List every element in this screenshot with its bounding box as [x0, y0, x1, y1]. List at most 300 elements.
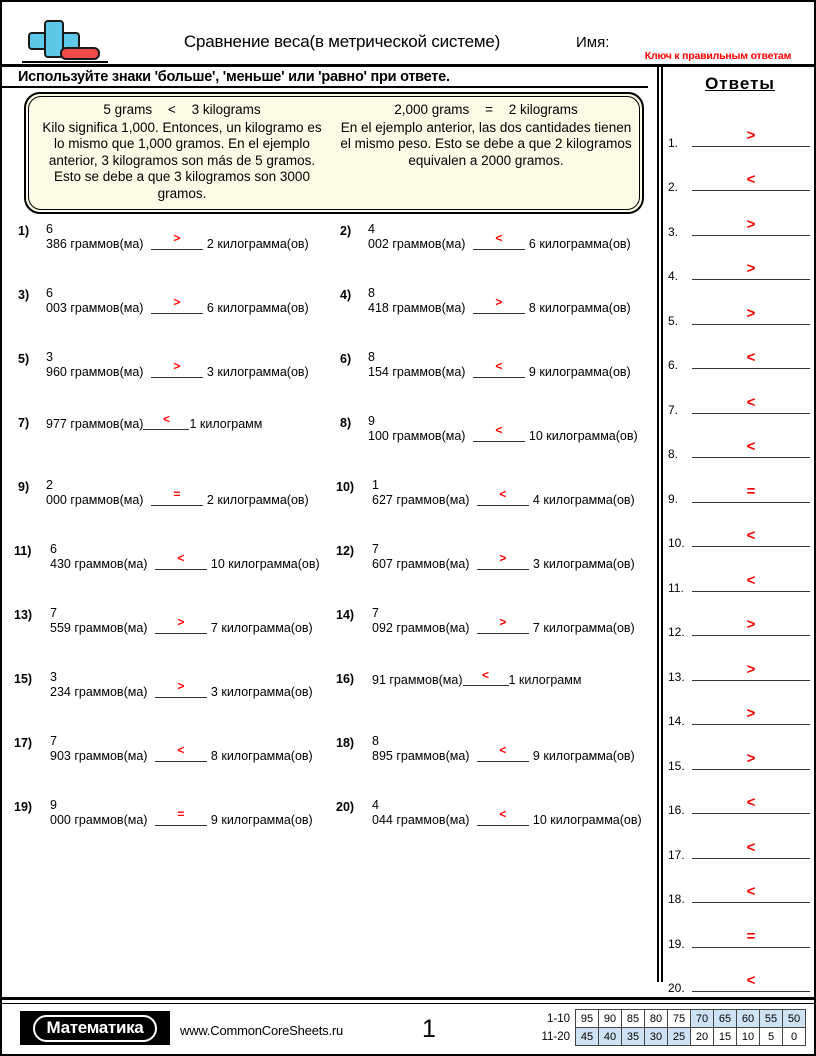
answer-blank[interactable] — [473, 423, 525, 442]
site-url: www.CommonCoreSheets.ru — [180, 1023, 344, 1038]
answer-blank[interactable] — [151, 487, 203, 506]
answer-mark: < — [495, 231, 503, 245]
answer-blank[interactable] — [477, 807, 529, 826]
score-cell: 80 — [645, 1010, 668, 1028]
score-cell: 40 — [599, 1028, 622, 1046]
answer-row — [666, 195, 814, 240]
problem-left-unit: 627 граммов(ма) — [372, 493, 473, 507]
problem-left-unit: 960 граммов(ма) — [46, 365, 147, 379]
answer-line[interactable] — [692, 234, 810, 236]
answer-value: > — [746, 705, 756, 722]
problem-value-line1: 4 — [372, 798, 379, 812]
answer-value: < — [746, 393, 756, 411]
problem-number: 4) — [340, 288, 352, 302]
answer-row — [666, 373, 814, 418]
answer-line[interactable] — [692, 946, 810, 948]
problem-left-unit: 100 граммов(ма) — [368, 429, 469, 443]
answer-blank[interactable] — [155, 807, 207, 826]
answer-value: > — [746, 215, 756, 233]
answer-value: < — [746, 794, 756, 811]
answer-blank[interactable] — [477, 615, 529, 634]
answer-row — [666, 507, 814, 552]
problem-row — [18, 350, 654, 414]
example-right-text: En el ejemplo anterior, las dos cantidades tienen el mismo peso. Esto se debe a que 2 kilogramos equivalen a 2000 gramos. — [340, 119, 632, 168]
problem-value-line1: 7 — [372, 606, 379, 620]
problem-body — [50, 606, 330, 636]
answer-number: 15. — [668, 758, 685, 773]
problem-value-line1: 8 — [368, 286, 375, 300]
answer-mark: > — [177, 615, 185, 629]
problem-left-unit: 418 граммов(ма) — [368, 301, 469, 315]
problem-right-value: 8 килограмма(ов) — [210, 749, 313, 763]
score-cell: 15 — [714, 1028, 737, 1046]
answer-mark: > — [173, 359, 181, 373]
answer-line[interactable] — [692, 189, 810, 191]
problem-value-line2 — [368, 359, 652, 380]
answer-blank[interactable] — [473, 295, 525, 314]
answer-mark: < — [162, 412, 170, 426]
problem-body — [368, 286, 652, 316]
answer-value: > — [746, 126, 756, 144]
instruction-divider — [2, 86, 648, 88]
score-cell: 70 — [691, 1010, 714, 1028]
problem-number: 19) — [14, 800, 33, 814]
problem-right-value: 8 килограмма(ов) — [528, 301, 631, 315]
answer-number: 14. — [668, 714, 685, 728]
answer-value: < — [746, 838, 756, 856]
answer-blank[interactable] — [151, 359, 203, 378]
answer-mark: < — [177, 743, 185, 757]
answer-number: 12. — [668, 625, 685, 639]
answer-line[interactable] — [692, 501, 810, 503]
answer-row — [666, 151, 814, 196]
answer-blank[interactable] — [155, 551, 207, 570]
problem-value-line2 — [46, 487, 330, 508]
example-left — [30, 98, 334, 208]
answer-number: 18. — [668, 892, 685, 906]
problem-value-line2 — [46, 231, 330, 252]
problem-number: 16) — [336, 672, 355, 686]
problem-row — [14, 542, 654, 606]
score-row-label: 11-20 — [541, 1030, 570, 1043]
problem-right-value: 7 килограмма(ов) — [532, 621, 635, 635]
answer-blank[interactable] — [155, 743, 207, 762]
answer-line[interactable] — [692, 679, 810, 681]
score-cell: 5 — [760, 1028, 783, 1046]
answer-number: 17. — [668, 847, 685, 862]
brand-label: Математика — [33, 1015, 158, 1042]
problem-right-value: 6 килограмма(ов) — [206, 301, 309, 315]
problem-value-line1: 2 — [46, 478, 53, 492]
answer-row — [666, 551, 814, 596]
answer-row — [666, 685, 814, 730]
problem-left-unit: 000 граммов(ма) — [46, 493, 147, 507]
answer-line[interactable] — [692, 412, 810, 414]
problem-body — [46, 478, 330, 508]
problem-body — [368, 350, 652, 380]
problem-body — [46, 414, 330, 432]
problem-body — [372, 670, 652, 688]
answer-number: 13. — [668, 669, 685, 684]
problem-right-value: 9 килограмма(ов) — [532, 749, 635, 763]
answer-value: < — [746, 883, 756, 900]
answer-row — [666, 329, 814, 374]
problem-right-value: 1 килограмм — [508, 673, 582, 687]
answer-blank[interactable] — [143, 412, 189, 430]
problem-body — [372, 798, 652, 828]
example-right-symbol: = — [485, 102, 493, 117]
score-cell: 25 — [668, 1028, 691, 1046]
answer-line[interactable] — [692, 367, 810, 369]
score-row — [532, 1028, 806, 1046]
score-cell: 45 — [576, 1028, 599, 1046]
answer-number: 8. — [668, 447, 679, 461]
answer-blank[interactable] — [151, 295, 203, 314]
score-cell: 10 — [737, 1028, 760, 1046]
problem-body — [372, 734, 652, 764]
answer-number: 7. — [668, 402, 679, 417]
answer-mark: < — [499, 487, 507, 501]
score-cell: 30 — [645, 1028, 668, 1046]
answer-number: 9. — [668, 491, 679, 506]
worksheet-header — [2, 2, 814, 64]
page-number: 1 — [422, 1015, 436, 1043]
answer-value: > — [746, 749, 756, 767]
problem-row — [18, 286, 654, 350]
answer-row — [666, 418, 814, 463]
problem-body — [46, 350, 330, 380]
problem-value-line1: 3 — [50, 670, 57, 684]
answer-number: 2. — [668, 180, 679, 194]
answer-row — [666, 907, 814, 952]
problem-grid — [14, 222, 654, 862]
answer-mark: < — [499, 807, 507, 821]
footer-divider — [2, 997, 814, 1000]
problem-body — [372, 606, 652, 636]
answer-number: 1. — [668, 135, 679, 150]
problem-value-line2 — [372, 807, 652, 828]
answer-value: = — [746, 482, 756, 500]
answer-key-badge: Ключ к правильным ответам — [644, 50, 792, 62]
problem-value-line2 — [372, 743, 652, 764]
problem-left-unit: 903 граммов(ма) — [50, 749, 151, 763]
score-cell: 65 — [714, 1010, 737, 1028]
problem-number: 2) — [340, 224, 352, 238]
score-cell: 0 — [783, 1028, 806, 1046]
problem-value-line2 — [46, 359, 330, 380]
example-left-b: 3 kilograms — [191, 102, 261, 117]
answer-row — [666, 240, 814, 285]
problem-value-line1: 3 — [46, 350, 53, 364]
answer-value: > — [746, 260, 756, 277]
answer-row — [666, 462, 814, 507]
problem-value-line1: 8 — [368, 350, 375, 364]
answer-row — [666, 952, 814, 997]
answers-sidebar — [666, 70, 814, 995]
problem-number: 3) — [18, 288, 30, 302]
problem-row — [14, 798, 654, 862]
answer-row — [666, 863, 814, 908]
problem-left-unit: 607 граммов(ма) — [372, 557, 473, 571]
score-cell: 35 — [622, 1028, 645, 1046]
score-cell: 55 — [760, 1010, 783, 1028]
sidebar-divider — [657, 67, 662, 982]
problem-number: 14) — [336, 608, 355, 622]
problem-value-line2 — [50, 743, 330, 764]
problem-value-line — [46, 414, 330, 432]
problem-row — [18, 414, 654, 478]
problem-value-line2 — [372, 487, 652, 508]
problem-left-unit: 977 граммов(ма) — [46, 417, 144, 431]
problem-body — [50, 798, 330, 828]
answer-line[interactable] — [692, 990, 810, 992]
answers-title: Ответы — [705, 74, 775, 93]
problem-body — [368, 414, 652, 444]
problem-right-value: 3 килограмма(ов) — [532, 557, 635, 571]
problem-value-line1: 7 — [50, 606, 57, 620]
problem-number: 8) — [340, 416, 352, 430]
answer-mark: > — [177, 679, 185, 693]
answer-value: > — [746, 616, 756, 633]
answer-value: < — [746, 571, 756, 589]
problem-right-value: 2 килограмма(ов) — [206, 237, 309, 251]
problem-body — [368, 222, 652, 252]
problem-value-line1: 9 — [368, 414, 375, 428]
example-left-a: 5 grams — [103, 102, 153, 117]
answer-mark: > — [499, 615, 507, 629]
problem-value-line1: 4 — [368, 222, 375, 236]
problem-body — [46, 286, 330, 316]
problem-right-value: 7 килограмма(ов) — [210, 621, 313, 635]
answer-row — [666, 596, 814, 641]
answer-row — [666, 284, 814, 329]
answer-line[interactable] — [692, 634, 810, 636]
problem-value-line2 — [372, 551, 652, 572]
example-box — [24, 92, 644, 214]
problem-right-value: 3 килограмма(ов) — [210, 685, 313, 699]
problem-left-unit: 91 граммов(ма) — [372, 673, 463, 687]
problem-value-line2 — [50, 807, 330, 828]
answer-mark: < — [495, 423, 503, 437]
page-title: Сравнение веса(в метрической системе) — [183, 32, 501, 51]
problem-right-value: 3 килограмма(ов) — [206, 365, 309, 379]
example-right-b: 2 kilograms — [508, 102, 578, 117]
score-row — [532, 1010, 806, 1028]
problem-left-unit: 386 граммов(ма) — [46, 237, 147, 251]
answer-value: < — [746, 171, 756, 188]
instruction-text: Используйте знаки 'больше', 'меньше' или 'равно' при ответе. — [18, 69, 450, 85]
answer-blank[interactable] — [477, 487, 529, 506]
answer-mark: < — [499, 743, 507, 757]
score-row-label: 1-10 — [546, 1012, 570, 1025]
answer-row — [666, 729, 814, 774]
problem-left-unit: 003 граммов(ма) — [46, 301, 147, 315]
problem-number: 13) — [14, 608, 33, 622]
problem-row — [14, 606, 654, 670]
problem-value-line1: 9 — [50, 798, 57, 812]
problem-row — [14, 734, 654, 798]
brand-logo — [20, 1011, 170, 1045]
problem-number: 6) — [340, 352, 352, 366]
answer-line[interactable] — [692, 456, 810, 458]
problem-value-line2 — [368, 295, 652, 316]
problem-number: 11) — [14, 544, 32, 558]
example-left-text: Kilo significa 1,000. Entonces, un kilogramo es lo mismo que 1,000 gramos. En el ejemplo anterior, 3 kilogramos son más de 5 gramos. Esto se debe a que 3 kilogramos son 3000 gramos. — [42, 119, 322, 201]
answer-line[interactable] — [692, 145, 810, 147]
problem-right-value: 1 килограмм — [189, 417, 263, 431]
answer-number: 5. — [668, 313, 679, 328]
plus-block-icon — [18, 18, 94, 64]
answer-mark: > — [499, 551, 507, 565]
problem-value-line2 — [50, 551, 330, 572]
problem-row — [14, 668, 654, 734]
problem-value-line2 — [50, 615, 330, 636]
answer-value: < — [746, 972, 756, 989]
example-right-a: 2,000 grams — [394, 102, 470, 117]
answer-number: 4. — [668, 269, 679, 283]
answer-value: < — [746, 349, 756, 366]
answer-line[interactable] — [692, 590, 810, 592]
score-cell: 95 — [576, 1010, 599, 1028]
problem-number: 12) — [336, 544, 355, 558]
score-cell: 90 — [599, 1010, 622, 1028]
answer-line[interactable] — [692, 812, 810, 814]
score-cell: 60 — [737, 1010, 760, 1028]
problem-body — [372, 542, 652, 572]
answer-row — [666, 106, 814, 151]
problem-body — [50, 734, 330, 764]
problem-value-line1: 6 — [50, 542, 57, 556]
problem-body — [50, 542, 330, 572]
answer-row — [666, 640, 814, 685]
answer-value: = — [746, 927, 756, 945]
problem-number: 5) — [18, 352, 30, 366]
score-cell: 50 — [783, 1010, 806, 1028]
problem-number: 18) — [336, 736, 355, 750]
problem-number: 17) — [14, 736, 33, 750]
answer-mark: < — [177, 551, 185, 565]
problem-right-value: 9 килограмма(ов) — [528, 365, 631, 379]
problem-value-line1: 7 — [372, 542, 379, 556]
score-table — [532, 1009, 806, 1046]
answer-number: 19. — [668, 936, 685, 951]
answer-number: 10. — [668, 536, 685, 550]
problem-value-line — [372, 670, 652, 688]
answer-value: > — [746, 304, 756, 322]
score-cell: 85 — [622, 1010, 645, 1028]
answer-row — [666, 774, 814, 819]
problem-value-line2 — [368, 423, 652, 444]
problem-row — [18, 222, 654, 286]
problem-number: 9) — [18, 480, 30, 494]
problem-value-line1: 1 — [372, 478, 379, 492]
problem-value-line2 — [50, 679, 330, 700]
problem-value-line1: 6 — [46, 286, 53, 300]
problem-left-unit: 234 граммов(ма) — [50, 685, 151, 699]
problem-right-value: 10 килограмма(ов) — [210, 557, 320, 571]
answer-mark: = — [173, 487, 181, 501]
problem-body — [46, 222, 330, 252]
problem-left-unit: 154 граммов(ма) — [368, 365, 469, 379]
answer-number: 11. — [668, 580, 684, 595]
problem-left-unit: 895 граммов(ма) — [372, 749, 473, 763]
answer-blank[interactable] — [151, 231, 203, 250]
problem-left-unit: 000 граммов(ма) — [50, 813, 151, 827]
problem-left-unit: 430 граммов(ма) — [50, 557, 151, 571]
answer-blank[interactable] — [473, 231, 525, 250]
answer-mark: > — [173, 231, 181, 245]
answer-line[interactable] — [692, 901, 810, 903]
answer-line[interactable] — [692, 545, 810, 547]
problem-right-value: 9 килограмма(ов) — [210, 813, 313, 827]
answer-number: 20. — [668, 981, 685, 995]
answer-line[interactable] — [692, 857, 810, 859]
problem-value-line1: 6 — [46, 222, 53, 236]
header-divider — [2, 64, 814, 67]
problem-right-value: 10 килограмма(ов) — [532, 813, 642, 827]
answer-line[interactable] — [692, 768, 810, 770]
problem-left-unit: 044 граммов(ма) — [372, 813, 473, 827]
problem-value-line2 — [46, 295, 330, 316]
score-cell: 75 — [668, 1010, 691, 1028]
answer-value: < — [746, 527, 756, 544]
answer-line[interactable] — [692, 278, 810, 280]
problem-number: 20) — [336, 800, 355, 814]
answer-blank[interactable] — [463, 668, 509, 686]
example-left-symbol: < — [167, 102, 176, 117]
answer-blank[interactable] — [155, 615, 207, 634]
answer-blank[interactable] — [473, 359, 525, 378]
problem-value-line1: 7 — [50, 734, 57, 748]
problem-body — [50, 670, 330, 700]
answer-value: < — [746, 438, 756, 455]
name-label: Имя: — [576, 34, 610, 51]
problem-number: 15) — [14, 672, 33, 686]
problem-value-line2 — [372, 615, 652, 636]
answer-row — [666, 818, 814, 863]
answer-number: 16. — [668, 803, 685, 817]
problem-right-value: 6 килограмма(ов) — [528, 237, 631, 251]
answer-value: > — [746, 660, 756, 678]
problem-left-unit: 559 граммов(ма) — [50, 621, 151, 635]
answer-mark: = — [177, 807, 185, 821]
problem-row — [18, 478, 654, 542]
answer-mark: > — [173, 295, 181, 309]
answer-number: 6. — [668, 358, 679, 372]
problem-right-value: 2 килограмма(ов) — [206, 493, 309, 507]
answer-mark: < — [481, 668, 489, 682]
problem-body — [372, 478, 652, 508]
problem-right-value: 10 килограмма(ов) — [528, 429, 638, 443]
answer-mark: > — [495, 295, 503, 309]
problem-number: 1) — [18, 224, 30, 238]
answer-line[interactable] — [692, 323, 810, 325]
answer-mark: < — [495, 359, 503, 373]
answer-blank[interactable] — [477, 551, 529, 570]
problem-right-value: 4 килограмма(ов) — [532, 493, 635, 507]
answer-blank[interactable] — [477, 743, 529, 762]
problem-left-unit: 002 граммов(ма) — [368, 237, 469, 251]
answer-number: 3. — [668, 224, 679, 239]
answer-line[interactable] — [692, 723, 810, 725]
problem-value-line2 — [368, 231, 652, 252]
footer-divider-2 — [2, 1003, 814, 1005]
score-cell: 20 — [691, 1028, 714, 1046]
problem-value-line1: 8 — [372, 734, 379, 748]
example-right — [334, 98, 638, 208]
problem-number: 10) — [336, 480, 355, 494]
answer-blank[interactable] — [155, 679, 207, 698]
